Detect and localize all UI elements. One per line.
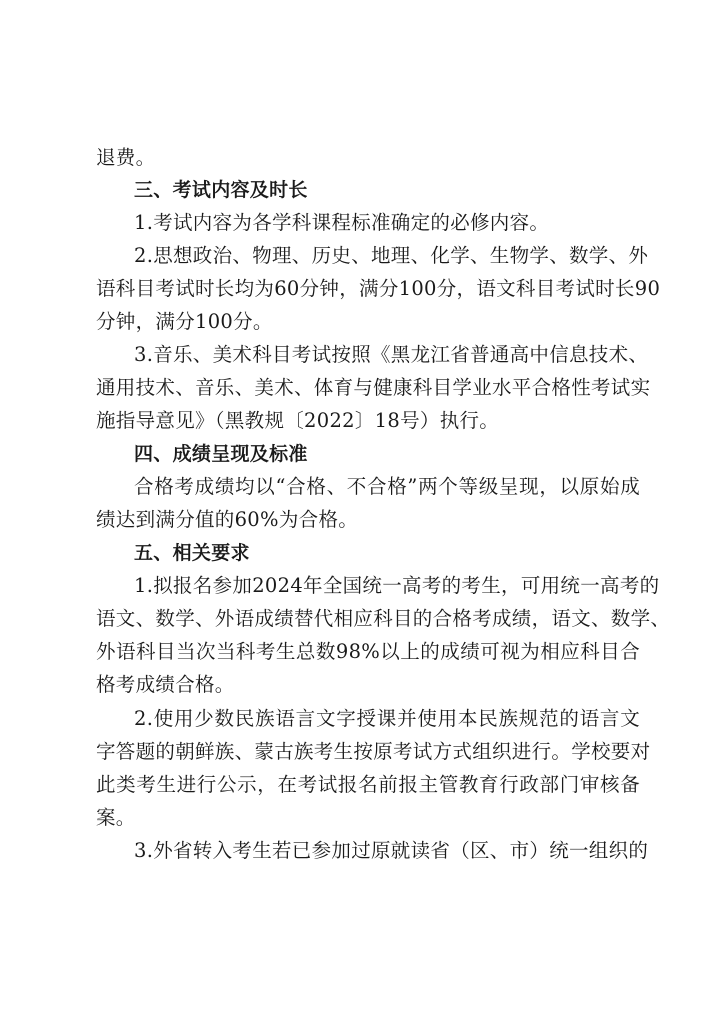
text-line: 案。: [96, 806, 136, 829]
text-line: 格考成绩合格。: [96, 673, 235, 696]
text-line: 3.音乐、美术科目考试按照《黑龙江省普通高中信息技术、: [134, 343, 649, 366]
section-heading: 三、考试内容及时长: [134, 179, 308, 201]
text-line: 语科目考试时长均为60分钟，满分100分，语文科目考试时长90: [96, 277, 661, 300]
text-line: 退费。: [96, 146, 156, 169]
text-line: 2.使用少数民族语言文字授课并使用本民族规范的语言文: [134, 707, 640, 730]
text-line: 外语科目当次当科考生总数98%以上的成绩可视为相应科目合: [96, 640, 640, 663]
section-heading: 五、相关要求: [134, 542, 250, 564]
text-line: 绩达到满分值的60%为合格。: [96, 508, 359, 531]
text-line: 通用技术、音乐、美术、体育与健康科目学业水平合格性考试实: [96, 376, 651, 399]
text-line: 分钟，满分100分。: [96, 310, 273, 333]
text-line: 2.思想政治、物理、历史、地理、化学、生物学、数学、外: [134, 244, 649, 267]
text-line: 字答题的朝鲜族、蒙古族考生按原考试方式组织进行。学校要对: [96, 740, 651, 763]
text-line: 1.考试内容为各学科课程标准确定的必修内容。: [134, 211, 550, 234]
text-line: 施指导意见》（黑教规〔2022〕18号）执行。: [96, 409, 500, 432]
text-line: 3.外省转入考生若已参加过原就读省（区、市）统一组织的: [134, 839, 649, 862]
text-line: 此类考生进行公示，在考试报名前报主管教育行政部门审核备: [96, 773, 640, 796]
section-heading: 四、成绩呈现及标准: [134, 443, 308, 465]
text-line: 合格考成绩均以“合格、不合格”两个等级呈现，以原始成: [134, 475, 640, 498]
text-line: 1.拟报名参加2024年全国统一高考的考生，可用统一高考的: [134, 574, 660, 597]
text-line: 语文、数学、外语成绩替代相应科目的合格考成绩，语文、数学、: [96, 607, 671, 630]
